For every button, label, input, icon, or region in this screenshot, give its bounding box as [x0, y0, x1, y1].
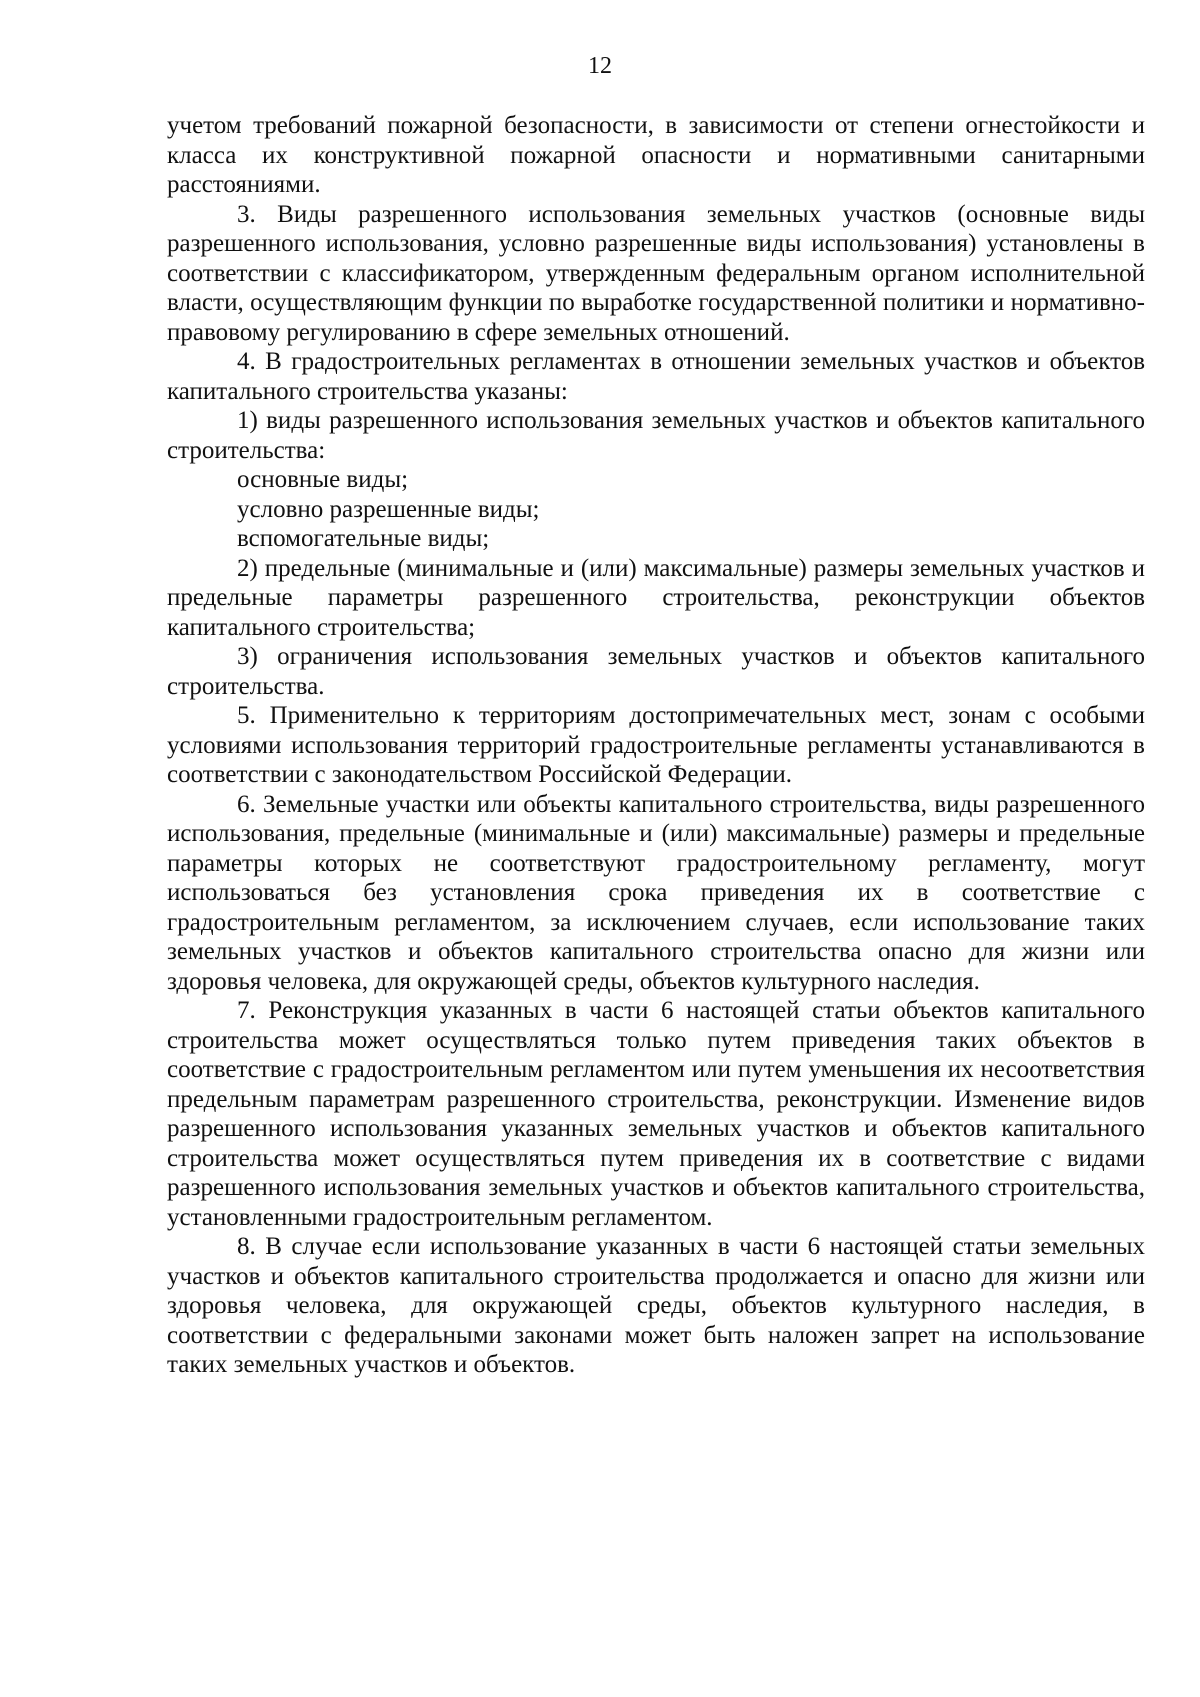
paragraph-7: 7. Реконструкция указанных в части 6 настоящей статьи объектов капитального строительства может осуществляться только путем приведения таких объектов в соответствие с градостроительным регламентом или путем уменьшения их несоответствия предельным параметрам разрешенного строительства, реконструкции. Изменение видов разрешенного использования указанных земельных участков и объектов капитального строительства может осуществляться путем приведения их в соответствие с видами разрешенного использования земельных участков и объектов капитального строительства, установленными градостроительным регламентом.: [167, 997, 1145, 1231]
paragraph-5: 5. Применительно к территориям достопримечательных мест, зонам с особыми условиями использования территорий градостроительные регламенты устанавливаются в соответствии с законодательством Российской Федерации.: [167, 702, 1145, 788]
paragraph-3: 3. Виды разрешенного использования земельных участков (основные виды разрешенного использования, условно разрешенные виды использования) установлены в соответствии с классификатором, утвержденным федеральным органом исполнительной власти, осуществляющим функции по выработке государственной политики и нормативно-правовому регулированию в сфере земельных отношений.: [167, 200, 1145, 346]
paragraph-continuation: учетом требований пожарной безопасности, в зависимости от степени огнестойкости и класса их конструктивной пожарной опасности и нормативными санитарными расстояниями.: [167, 112, 1145, 198]
document-body: [167, 111, 1145, 1380]
list-item-1: 1) виды разрешенного использования земельных участков и объектов капитального строительства:: [167, 407, 1145, 464]
page-number: 12: [588, 53, 612, 79]
paragraph-4: 4. В градостроительных регламентах в отношении земельных участков и объектов капитального строительства указаны:: [167, 348, 1145, 405]
sub-item-main-types: основные виды;: [237, 466, 409, 493]
paragraph-8: 8. В случае если использование указанных в части 6 настоящей статьи земельных участков и объектов капитального строительства продолжается и опасно для жизни или здоровья человека, для окружающей среды, объектов культурного наследия, в соответствии с федеральными законами может быть наложен запрет на использование таких земельных участков и объектов.: [167, 1233, 1145, 1378]
sub-item-auxiliary-types: вспомогательные виды;: [237, 525, 490, 552]
sub-item-conditional-types: условно разрешенные виды;: [237, 495, 540, 523]
list-item-2: 2) предельные (минимальные и (или) максимальные) размеры земельных участков и предельные параметры разрешенного строительства, реконструкции объектов капитального строительства;: [167, 554, 1145, 641]
paragraph-6: 6. Земельные участки или объекты капитального строительства, виды разрешенного использования, предельные (минимальные и (или) максимальные) размеры и предельные параметры которых не соответствуют градостроительному регламенту, могут использоваться без установления срока приведения их в соответствие с градостроительным регламентом, за исключением случаев, если использование таких земельных участков и объектов капитального строительства опасно для жизни или здоровья человека, для окружающей среды, объектов культурного наследия.: [167, 790, 1145, 995]
list-item-3: 3) ограничения использования земельных участков и объектов капитального строительства.: [167, 643, 1145, 700]
